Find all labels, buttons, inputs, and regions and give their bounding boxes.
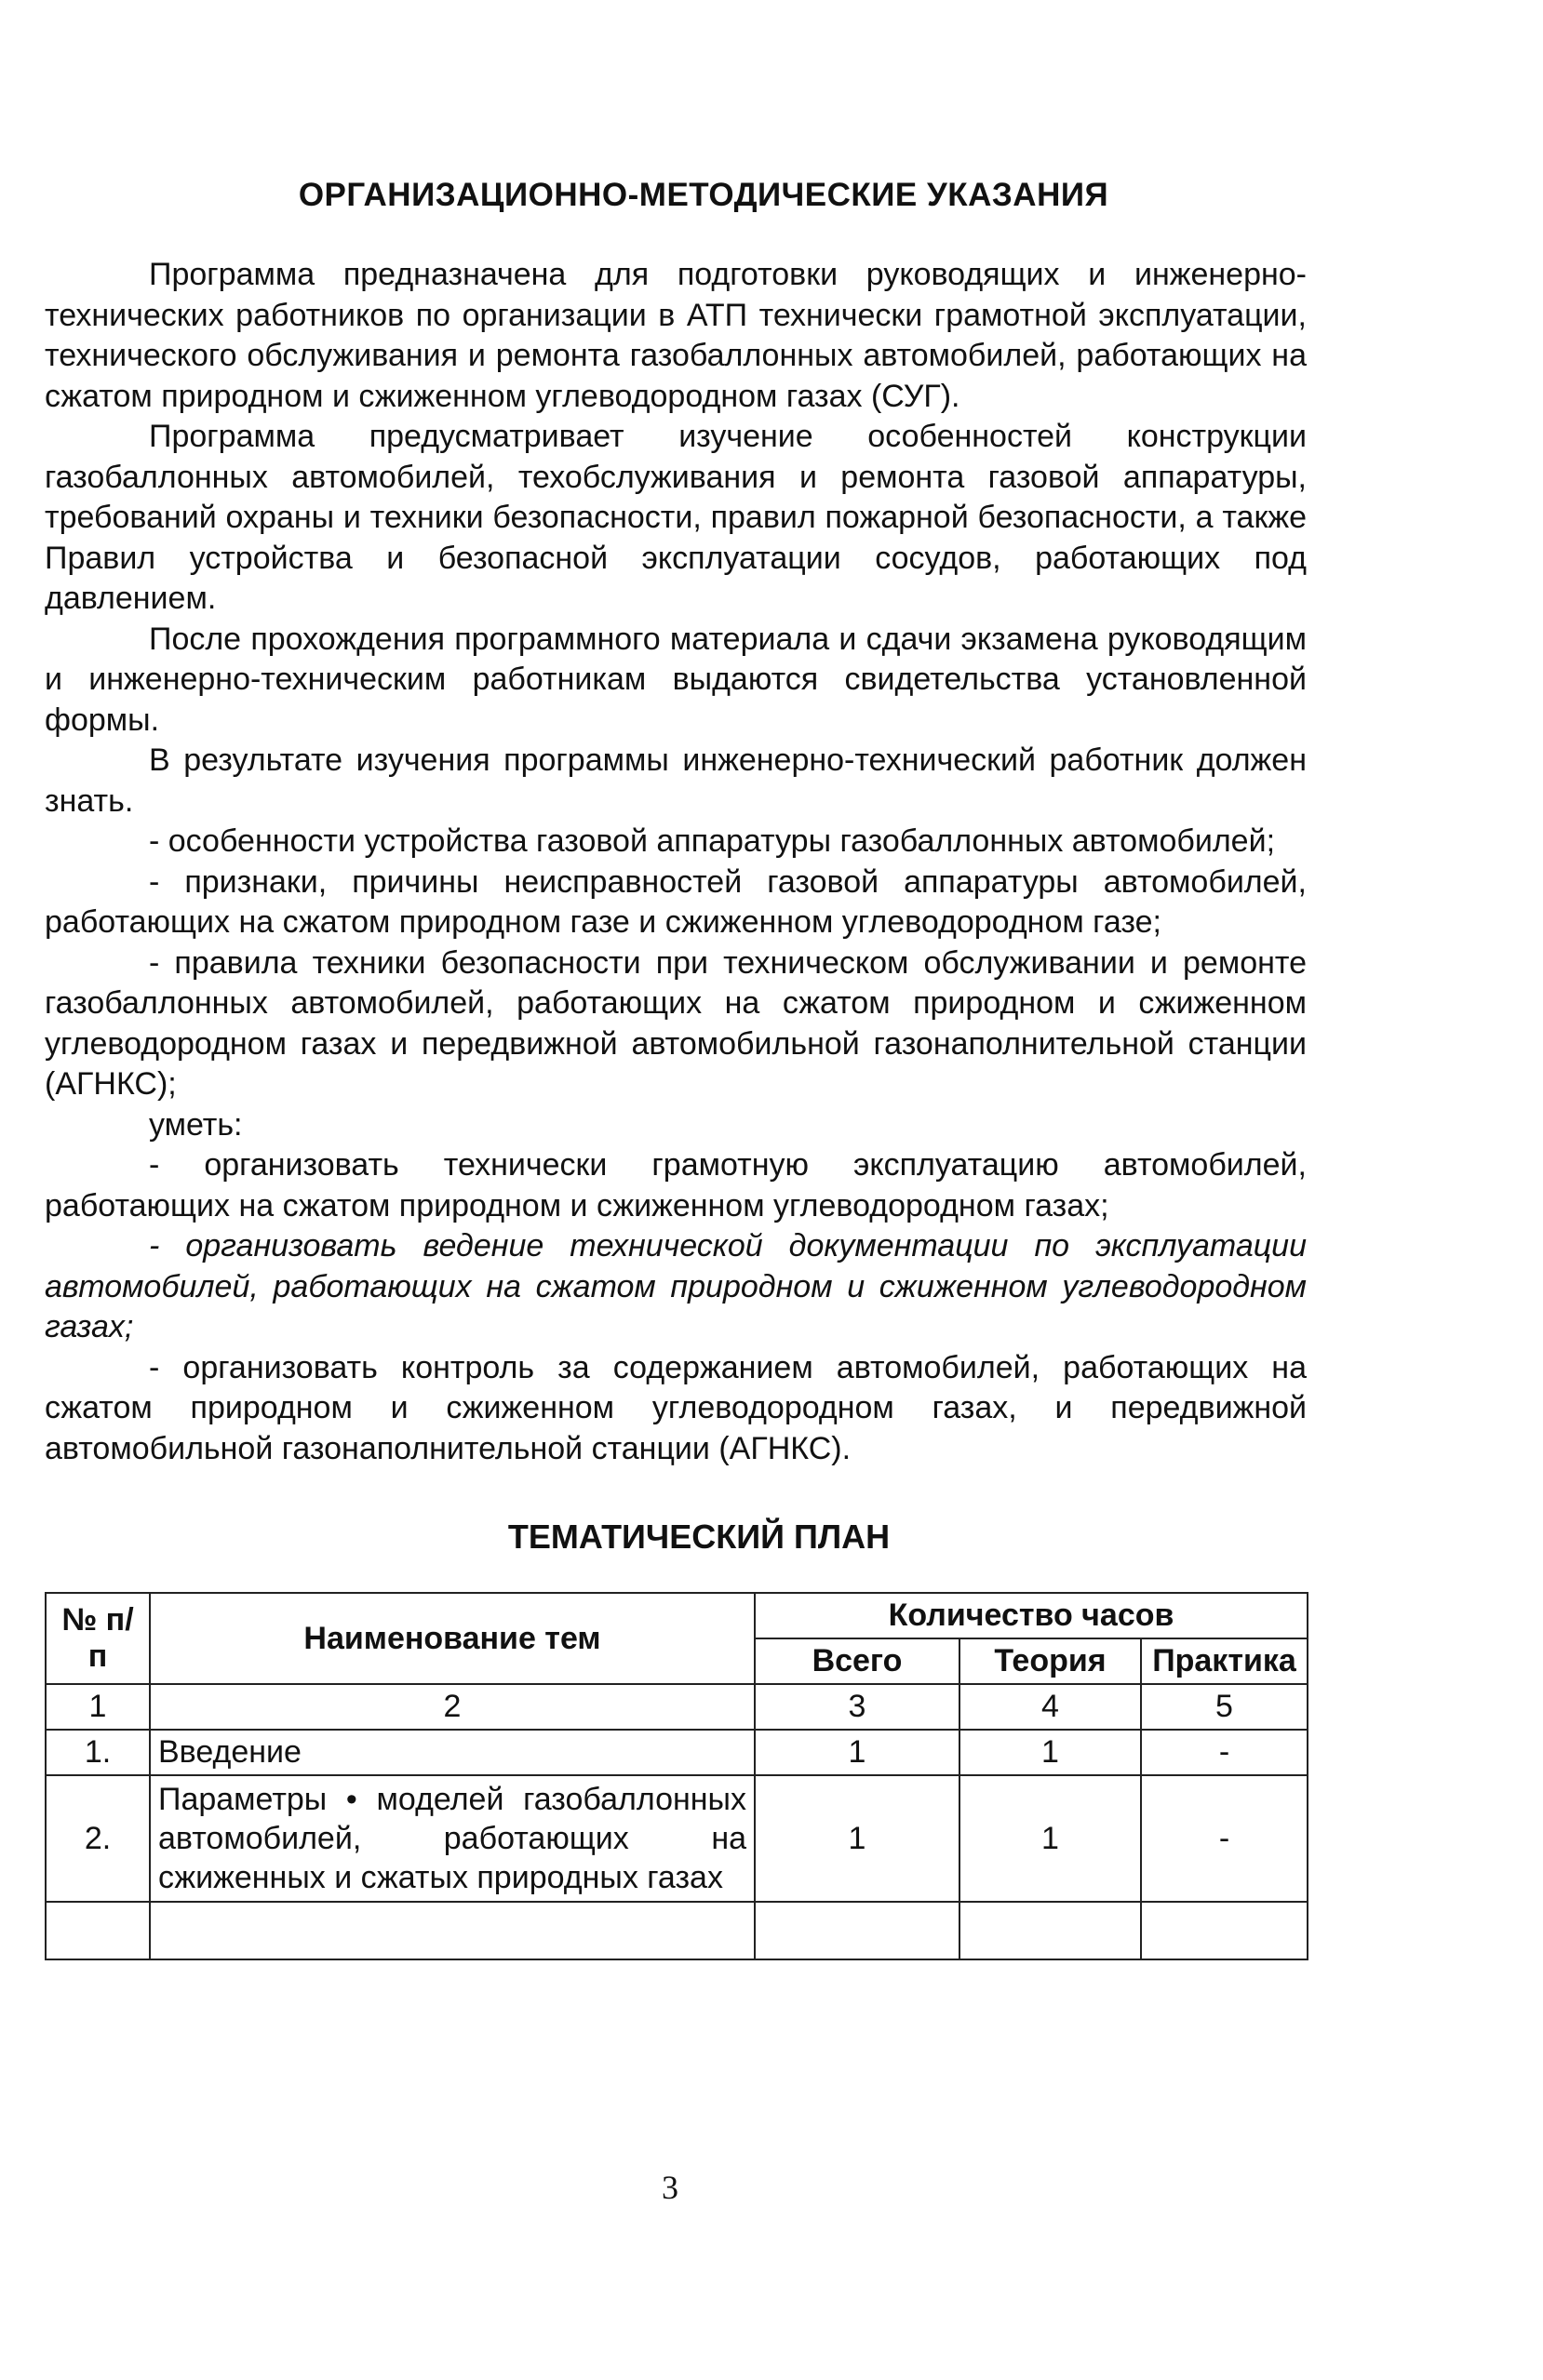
list-item: - организовать ведение технической документации по эксплуатации автомобилей, работающих на сжатом природном и сжиженном углеводородном газах; [45, 1228, 1307, 1344]
document-page [45, 177, 1307, 1960]
index-cell: 3 [755, 1684, 959, 1730]
header-num: № п/п [46, 1593, 150, 1684]
thematic-plan-table [45, 1592, 1308, 1960]
row-theory: 1 [959, 1775, 1141, 1902]
paragraph: В результате изучения программы инженерно-технический работник должен знать. [45, 742, 1307, 819]
row-total: 1 [755, 1775, 959, 1902]
paragraph: Программа предусматривает изучение особенностей конструкции газобаллонных автомобилей, техобслуживания и ремонта газовой аппаратуры, требований охраны и техники безопасности, правил пожарной безопасности, а также Правил устройства и безопасной эксплуатации сосудов, работающих под давлением. [45, 419, 1307, 616]
empty-cell [1141, 1902, 1308, 1959]
index-cell: 2 [150, 1684, 755, 1730]
list-item: - особенности устройства газовой аппаратуры газобаллонных автомобилей; [149, 823, 1276, 859]
row-practice: - [1141, 1775, 1308, 1902]
table-row [46, 1775, 1308, 1902]
empty-cell [755, 1902, 959, 1959]
index-cell: 4 [959, 1684, 1141, 1730]
page-number: 3 [662, 2169, 678, 2206]
table-row [46, 1730, 1308, 1775]
header-practice: Практика [1141, 1638, 1308, 1684]
index-cell: 1 [46, 1684, 150, 1730]
header-theory: Теория [959, 1638, 1141, 1684]
empty-cell [46, 1902, 150, 1959]
list-item: - признаки, причины неисправностей газовой аппаратуры автомобилей, работающих на сжатом природном газе и сжиженном углеводородном газе; [45, 863, 1307, 940]
header-hours: Количество часов [755, 1593, 1308, 1638]
header-total: Всего [755, 1638, 959, 1684]
document-title: ОРГАНИЗАЦИОННО-МЕТОДИЧЕСКИЕ УКАЗАНИЯ [298, 177, 1109, 213]
row-topic: Параметры • моделей газобаллонных автомобилей, работающих на сжиженных и сжатых природных газах [150, 1775, 755, 1902]
header-name: Наименование тем [150, 1593, 755, 1684]
table-index-row [46, 1684, 1308, 1730]
plan-title: ТЕМАТИЧЕСКИЙ ПЛАН [507, 1518, 891, 1556]
paragraph: После прохождения программного материала и сдачи экзамена руководящим и инженерно-техническим работникам выдаются свидетельства установленной формы. [45, 621, 1307, 738]
list-item: - организовать контроль за содержанием автомобилей, работающих на сжатом природном и сжиженном углеводородном газах, и передвижной автомобильной газонаполнительной станции (АГНКС). [45, 1349, 1307, 1466]
row-num: 2. [46, 1775, 150, 1902]
row-topic: Введение [150, 1730, 755, 1775]
paragraph: уметь: [149, 1106, 243, 1143]
row-num: 1. [46, 1730, 150, 1775]
table-header-row [46, 1593, 1308, 1638]
row-total: 1 [755, 1730, 959, 1775]
list-item: - организовать технически грамотную эксплуатацию автомобилей, работающих на сжатом природном и сжиженном углеводородном газах; [45, 1147, 1307, 1223]
row-theory: 1 [959, 1730, 1141, 1775]
table-continuation-row [46, 1902, 1308, 1959]
row-practice: - [1141, 1730, 1308, 1775]
empty-cell [959, 1902, 1141, 1959]
index-cell: 5 [1141, 1684, 1308, 1730]
list-item: - правила техники безопасности при техническом обслуживании и ремонте газобаллонных автомобилей, работающих на сжатом природном и сжиженном углеводородном газах и передвижной автомобильной газонаполнительной станции (АГНКС); [45, 944, 1307, 1102]
empty-cell [150, 1902, 755, 1959]
paragraph: Программа предназначена для подготовки руководящих и инженерно-технических работников по организации в АТП технически грамотной эксплуатации, технического обслуживания и ремонта газобаллонных автомобилей, работающих на сжатом природном и сжиженном углеводородном газах (СУГ). [45, 257, 1307, 414]
